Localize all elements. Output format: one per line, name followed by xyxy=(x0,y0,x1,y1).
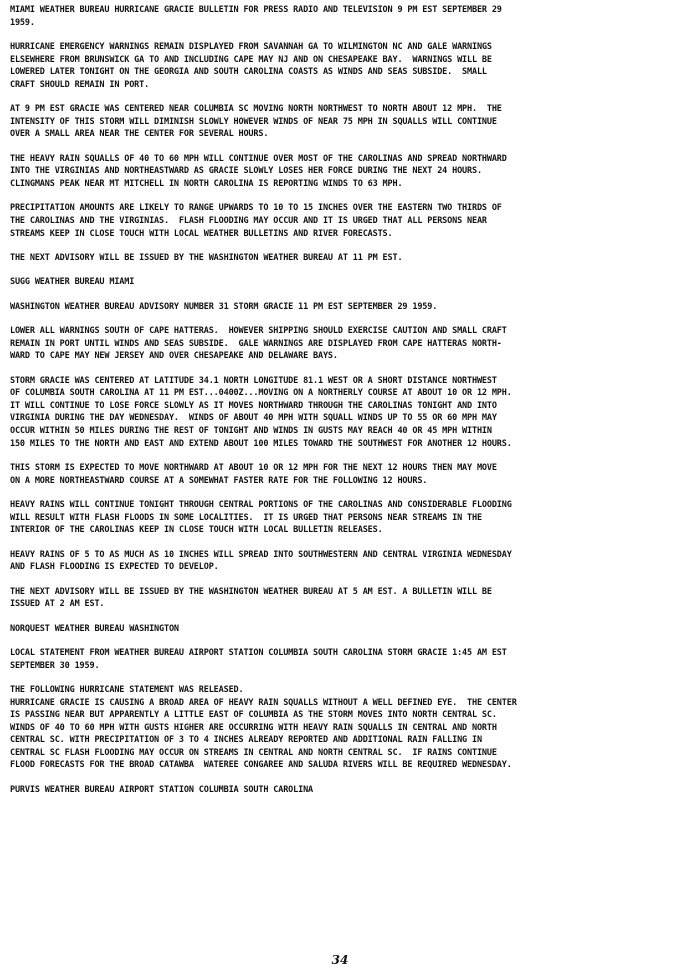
rain-squalls-paragraph: THE HEAVY RAIN SQUALLS OF 40 TO 60 MPH WILL CONTINUE OVER MOST OF THE CAROLINAS AND SPREAD NORTHWARD INTO THE VIRGINIAS AND NORTHEASTWARD AS GRACIE SLOWLY LOSES HER FORCE DURING THE NEXT 24 HOURS. CLINGMANS PEAK NEAR MT MITCHELL IN NORTH CAROLINA IS REPORTING WINDS TO 63 MPH. xyxy=(10,153,507,189)
next-advisory-5am-paragraph: THE NEXT ADVISORY WILL BE ISSUED BY THE WASHINGTON WEATHER BUREAU AT 5 AM EST. A BULLETIN WILL BE ISSUED AT 2 AM EST. xyxy=(10,586,492,610)
lower-warnings-paragraph: LOWER ALL WARNINGS SOUTH OF CAPE HATTERAS. HOWEVER SHIPPING SHOULD EXERCISE CAUTION AND SMALL CRAFT REMAIN IN PORT UNTIL WINDS AND SEAS SUBSIDE. GALE WARNINGS ARE DISPLAYED FROM CAPE HATTERAS NORTH- WARD TO CAPE MAY NEW JERSEY AND OVER CHESAPEAKE AND DELAWARE BAYS. xyxy=(10,326,507,362)
local-statement-header: LOCAL STATEMENT FROM WEATHER BUREAU AIRPORT STATION COLUMBIA SOUTH CAROLINA STORM GRACIE 1:45 AM EST SEPTEMBER 30 1959. xyxy=(10,647,507,671)
hurricane-statement-paragraph: THE FOLLOWING HURRICANE STATEMENT WAS RELEASED. HURRICANE GRACIE IS CAUSING A BROAD AREA OF HEAVY RAIN SQUALLS WITHOUT A WELL DEFINED EYE. THE CENTER IS PASSING NEAR BUT APPARENTLY A LITTLE EAST OF COLUMBIA AS THE STORM MOVES INTO NORTH CENTRAL SC. WINDS OF 40 TO 60 MPH WITH GUSTS HIGHER ARE OCCURRING WITH HEAVY RAIN SQUALLS IN CENTRAL AND NORTH CENTRAL SC. WITH PRECIPITATION OF 3 TO 4 INCHES ALREADY REPORTED AND ADDITIONAL RAIN FALLING IN CENTRAL SC FLASH FLOODING MAY OCCUR ON STREAMS IN CENTRAL AND NORTH CENTRAL SC. IF RAINS CONTINUE FLOOD FORECASTS FOR THE BROAD CATAWBA WATEREE CONGAREE AND SALUDA RIVERS WILL BE REQUIRED WEDNESDAY. xyxy=(10,684,517,771)
storm-center-paragraph: STORM GRACIE WAS CENTERED AT LATITUDE 34.1 NORTH LONGITUDE 81.1 WEST OR A SHORT DISTANCE NORTHWEST OF COLUMBIA SOUTH CAROLINA AT 11 PM EST...0400Z...MOVING ON A NORTHERLY COURSE AT ABOUT 10 OR 12 MPH. IT WILL CONTINUE TO LOSE FORCE SLOWLY AS IT MOVES NORTHWARD THROUGH THE CAROLINAS TONIGHT AND INTO VIRGINIA DURING THE DAY WEDNESDAY. WINDS OF ABOUT 40 MPH WITH SQUALL WINDS UP TO 55 OR 60 MPH MAY OCCUR WITHIN 50 MILES DURING THE REST OF TONIGHT AND WINDS IN GUSTS MAY REACH 40 OR 45 MPH WITHIN 150 MILES TO THE NORTH AND EAST AND EXTEND ABOUT 100 MILES TOWARD THE SOUTHWEST FOR ANOTHER 12 HOURS. xyxy=(10,375,512,449)
signature-norquest: NORQUEST WEATHER BUREAU WASHINGTON xyxy=(10,623,179,634)
virginia-rains-paragraph: HEAVY RAINS OF 5 TO AS MUCH AS 10 INCHES WILL SPREAD INTO SOUTHWESTERN AND CENTRAL VIRGINIA WEDNESDAY AND FLASH FLOODING IS EXPECTED TO DEVELOP. xyxy=(10,549,512,573)
bulletin-header-miami: MIAMI WEATHER BUREAU HURRICANE GRACIE BULLETIN FOR PRESS RADIO AND TELEVISION 9 PM EST SEPTEMBER 29 1959. xyxy=(10,5,502,28)
storm-movement-paragraph: THIS STORM IS EXPECTED TO MOVE NORTHWARD AT ABOUT 10 OR 12 MPH FOR THE NEXT 12 HOURS THEN MAY MOVE ON A MORE NORTHEASTWARD COURSE AT A SOMEWHAT FASTER RATE FOR THE FOLLOWING 12 HOURS. xyxy=(10,463,497,486)
signature-sugg: SUGG WEATHER BUREAU MIAMI xyxy=(10,277,135,288)
advisory-header-washington: WASHINGTON WEATHER BUREAU ADVISORY NUMBER 31 STORM GRACIE 11 PM EST SEPTEMBER 29 1959. xyxy=(10,301,438,312)
storm-position-paragraph: AT 9 PM EST GRACIE WAS CENTERED NEAR COLUMBIA SC MOVING NORTH NORTHWEST TO NORTH ABOUT 12 MPH. THE INTENSITY OF THIS STORM WILL DIMINISH SLOWLY HOWEVER WINDS OF NEAR 75 MPH IN SQUALLS WILL CONTINUE OVER A SMALL AREA NEAR THE CENTER FOR SEVERAL HOURS. xyxy=(10,104,502,140)
page-number: 34 xyxy=(331,953,349,967)
next-advisory-paragraph: THE NEXT ADVISORY WILL BE ISSUED BY THE WASHINGTON WEATHER BUREAU AT 11 PM EST. xyxy=(10,252,403,263)
warnings-paragraph: HURRICANE EMERGENCY WARNINGS REMAIN DISPLAYED FROM SAVANNAH GA TO WILMINGTON NC AND GALE WARNINGS ELSEWHERE FROM BRUNSWICK GA TO AND INCLUDING CAPE MAY NJ AND ON CHESAPEAKE BAY. WARNINGS WILL BE LOWERED LATER TONIGHT ON THE GEORGIA AND SOUTH CAROLINA COASTS AS WINDS AND SEAS SUBSIDE. SMALL CRAFT SHOULD REMAIN IN PORT. xyxy=(10,41,492,90)
precipitation-paragraph: PRECIPITATION AMOUNTS ARE LIKELY TO RANGE UPWARDS TO 10 TO 15 INCHES OVER THE EASTERN TWO THIRDS OF THE CAROLINAS AND THE VIRGINIAS. FLASH FLOODING MAY OCCUR AND IT IS URGED THAT ALL PERSONS NEAR STREAMS KEEP IN CLOSE TOUCH WITH LOCAL WEATHER BULLETINS AND RIVER FORECASTS. xyxy=(10,203,502,239)
signature-purvis: PURVIS WEATHER BUREAU AIRPORT STATION COLUMBIA SOUTH CAROLINA xyxy=(10,784,314,795)
heavy-rains-paragraph: HEAVY RAINS WILL CONTINUE TONIGHT THROUGH CENTRAL PORTIONS OF THE CAROLINAS AND CONSIDERABLE FLOODING WILL RESULT WITH FLASH FLOODS IN SOME LOCALITIES. IT IS URGED THAT PERSONS NEAR STREAMS IN THE INTERIOR OF THE CAROLINAS KEEP IN CLOSE TOUCH WITH LOCAL BULLETIN RELEASES. xyxy=(10,499,512,536)
document-body xyxy=(10,4,670,808)
